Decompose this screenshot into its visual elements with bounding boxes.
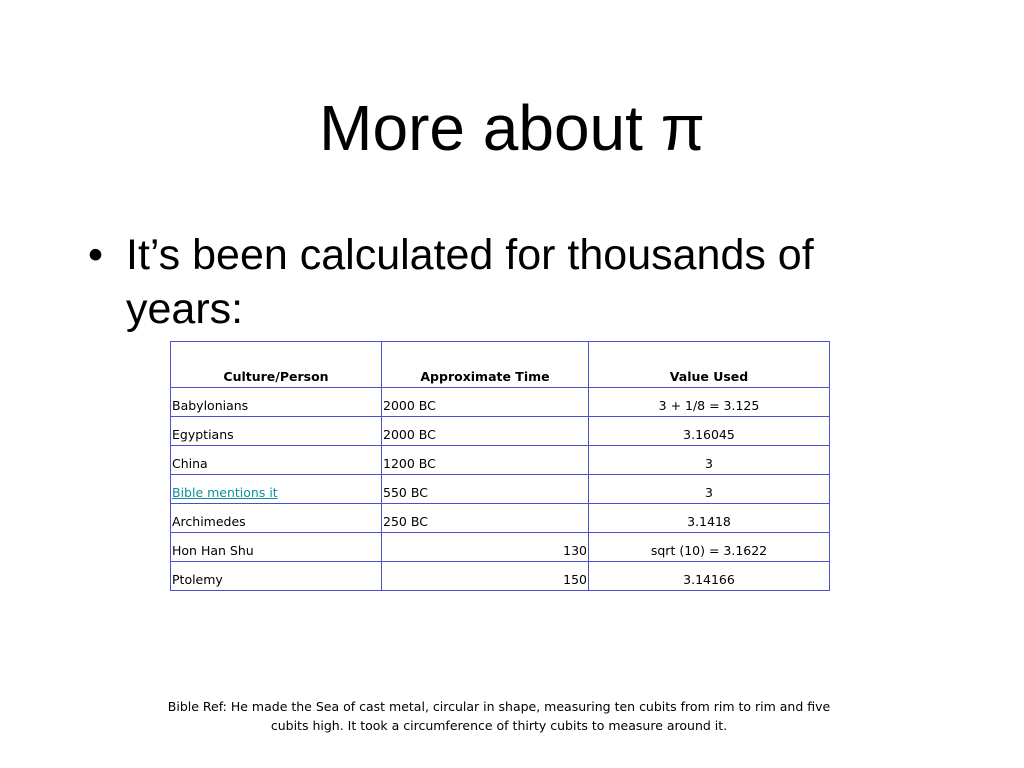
value-cell: 3 [589, 446, 830, 475]
culture-cell [171, 475, 382, 504]
header-time: Approximate Time [382, 342, 589, 388]
time-cell: 250 BC [382, 504, 589, 533]
table-row [171, 446, 830, 475]
bullet-dot: • [88, 231, 104, 279]
culture-cell: Ptolemy [171, 562, 382, 591]
table-row [171, 417, 830, 446]
pi-history-table [170, 341, 830, 591]
table-row [171, 475, 830, 504]
value-cell: 3.1418 [589, 504, 830, 533]
table-row [171, 562, 830, 591]
value-cell: 3 [589, 475, 830, 504]
time-cell: 150 [382, 562, 589, 591]
slide-title: More about π [319, 92, 705, 164]
culture-cell: Hon Han Shu [171, 533, 382, 562]
culture-cell: Babylonians [171, 388, 382, 417]
time-cell: 2000 BC [382, 417, 589, 446]
value-cell: sqrt (10) = 3.1622 [589, 533, 830, 562]
table-row [171, 504, 830, 533]
bullet-text: It’s been calculated for thousands of years: [126, 231, 814, 333]
time-cell: 1200 BC [382, 446, 589, 475]
time-cell: 550 BC [382, 475, 589, 504]
table-header-row [171, 342, 830, 388]
culture-cell: Archimedes [171, 504, 382, 533]
table-row [171, 533, 830, 562]
value-cell: 3.16045 [589, 417, 830, 446]
time-cell: 130 [382, 533, 589, 562]
header-value: Value Used [589, 342, 830, 388]
time-cell: 2000 BC [382, 388, 589, 417]
value-cell: 3.14166 [589, 562, 830, 591]
value-cell: 3 + 1/8 = 3.125 [589, 388, 830, 417]
culture-cell: China [171, 446, 382, 475]
bible-reference-footnote: Bible Ref: He made the Sea of cast metal, circular in shape, measuring ten cubits from rim to rim and five cubits high. It took a circumference of thirty cubits to measure around it. [167, 699, 831, 733]
bullet-point [88, 228, 918, 336]
header-culture: Culture/Person [171, 342, 382, 388]
table-row [171, 388, 830, 417]
culture-cell: Egyptians [171, 417, 382, 446]
bible-mentions-link[interactable]: Bible mentions it [172, 485, 278, 500]
